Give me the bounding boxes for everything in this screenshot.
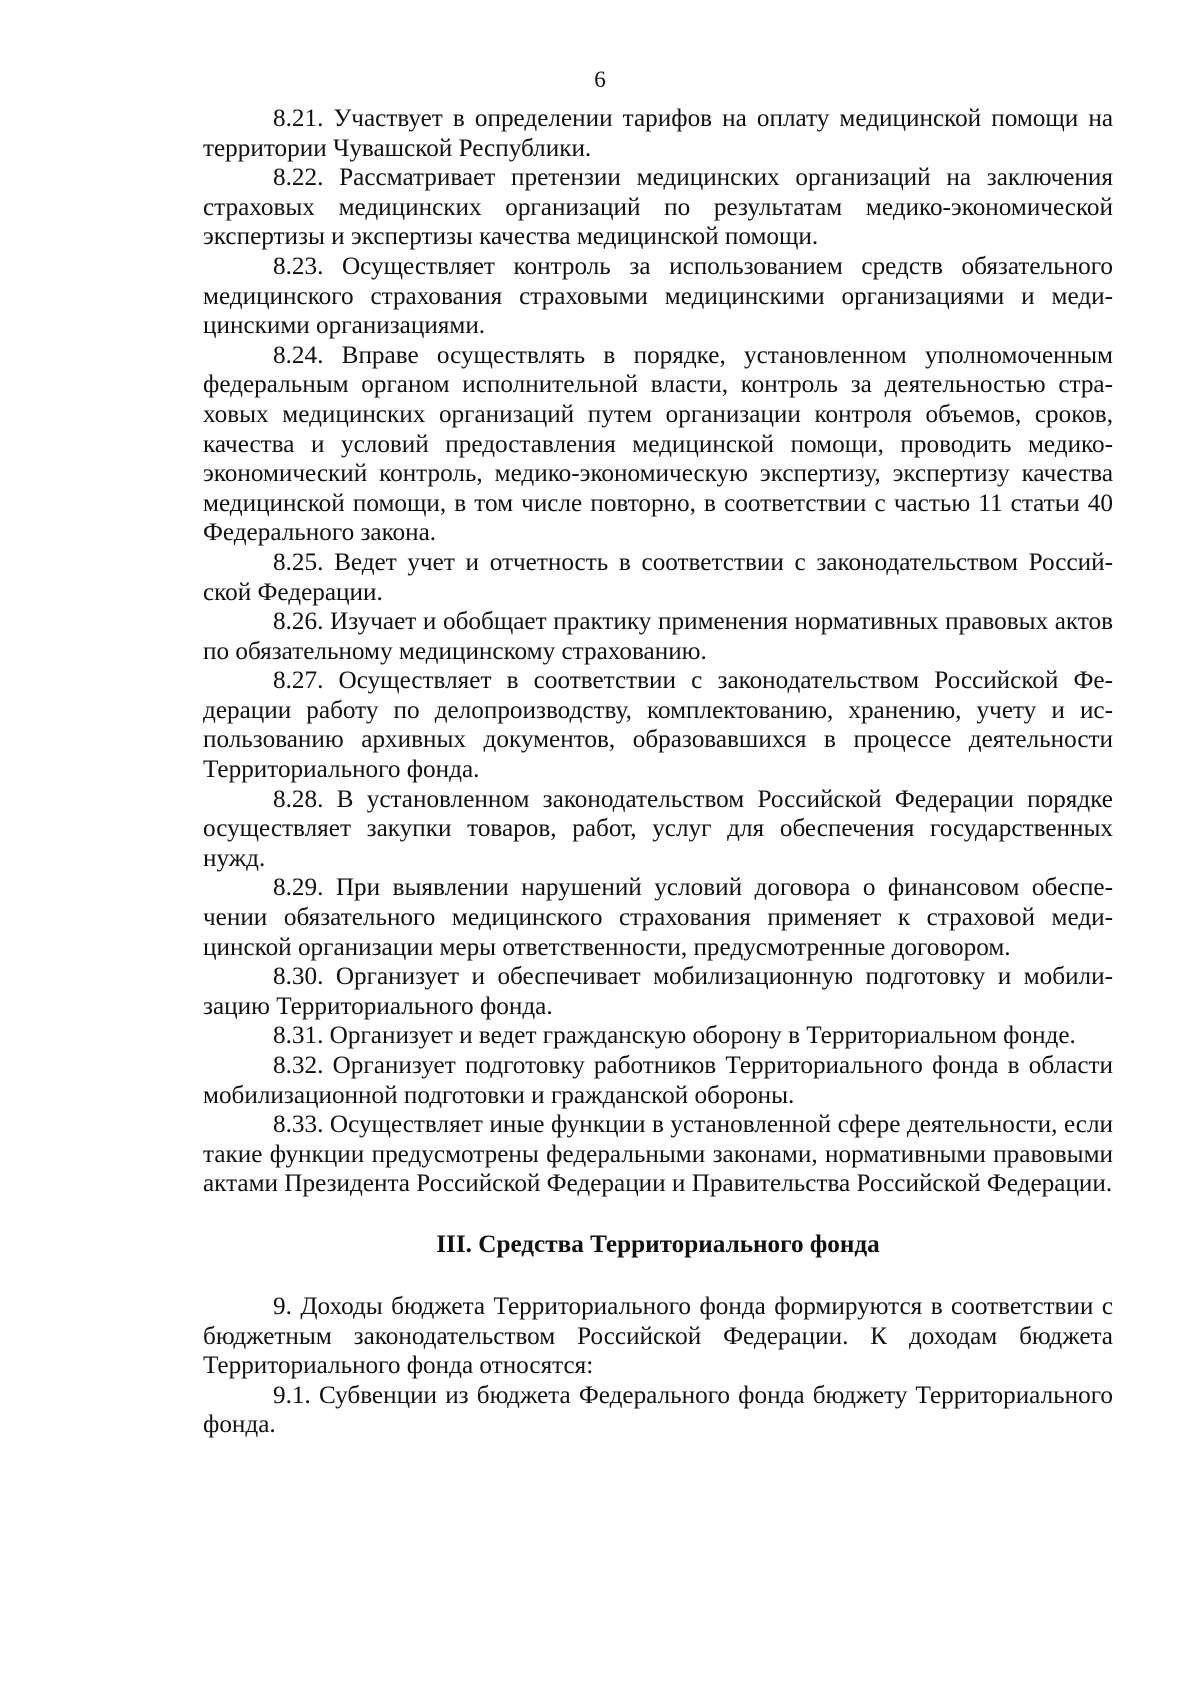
page-number: 6 xyxy=(594,67,606,92)
paragraph-8-31: 8.31. Организует и ведет гражданскую оборону в Территориальном фонде. xyxy=(273,1022,1076,1050)
section-heading: III. Средства Территориального фонда xyxy=(436,1230,880,1258)
paragraph-8-27: 8.27. Осуществляет в соответствии с законодательством Российской Федерации работу по делопроизводству, комплектованию, хранению, учету и использованию архивных документов, образовавшихся в процессе деятельности Территориального фонда. xyxy=(203,667,1113,784)
paragraph-8-21: 8.21. Участвует в определении тарифов на оплату медицинской помощи на территории Чувашской Республики. xyxy=(203,105,1113,162)
paragraph-9-1: 9.1. Субвенции из бюджета Федерального фонда бюджету Территориального фонда. xyxy=(203,1381,1113,1439)
paragraph-9: 9. Доходы бюджета Территориального фонда формируются в соответствии с бюджетным законодательством Российской Федерации. К доходам бюджета Территориального фонда относятся: xyxy=(203,1292,1113,1380)
paragraph-8-30: 8.30. Организует и обеспечивает мобилизационную подготовку и мобилизацию Территориального фонда. xyxy=(203,963,1113,1020)
paragraph-8-24: 8.24. Вправе осуществлять в порядке, установленном уполномоченным федеральным органом исполнительной власти, контроль за деятельностью страховых медицинских организаций путем организации контроля объемов, сроков, качества и условий предоставления медицинской помощи, проводить медико-экономический контроль, медико-экономическую экспертизу, экспертизу качества медицинской помощи, в том числе повторно, в соответствии с частью 11 статьи 40 Федерального закона. xyxy=(203,341,1113,547)
paragraph-8-29: 8.29. При выявлении нарушений условий договора о финансовом обеспечении обязательного медицинского страхования применяет к страховой медицинской организации меры ответственности, предусмотренные договором. xyxy=(203,874,1113,961)
paragraph-8-33: 8.33. Осуществляет иные функции в установленной сфере деятельности, если такие функции предусмотрены федеральными законами, нормативными правовыми актами Президента Российской Федерации и Правительства Российской Федерации. xyxy=(203,1111,1113,1198)
paragraph-8-32: 8.32. Организует подготовку работников Территориального фонда в области мобилизационной подготовки и гражданской обороны. xyxy=(203,1052,1113,1109)
paragraph-8-28: 8.28. В установленном законодательством Российской Федерации порядке осуществляет закупки товаров, работ, услуг для обеспечения государственных нужд. xyxy=(203,785,1113,872)
document-body xyxy=(203,104,1113,1440)
paragraph-8-23: 8.23. Осуществляет контроль за использованием средств обязательного медицинского страхования страховыми медицинскими организациями и медицинскими организациями. xyxy=(203,252,1113,340)
paragraph-8-26: 8.26. Изучает и обобщает практику применения нормативных правовых актов по обязательному медицинскому страхованию. xyxy=(203,608,1113,665)
paragraph-8-22: 8.22. Рассматривает претензии медицинских организаций на заключения страховых медицинских организаций по результатам медико-экономической экспертизы и экспертизы качества медицинской помощи. xyxy=(203,164,1113,251)
paragraph-8-25: 8.25. Ведет учет и отчетность в соответствии с законодательством Российской Федерации. xyxy=(203,548,1113,606)
